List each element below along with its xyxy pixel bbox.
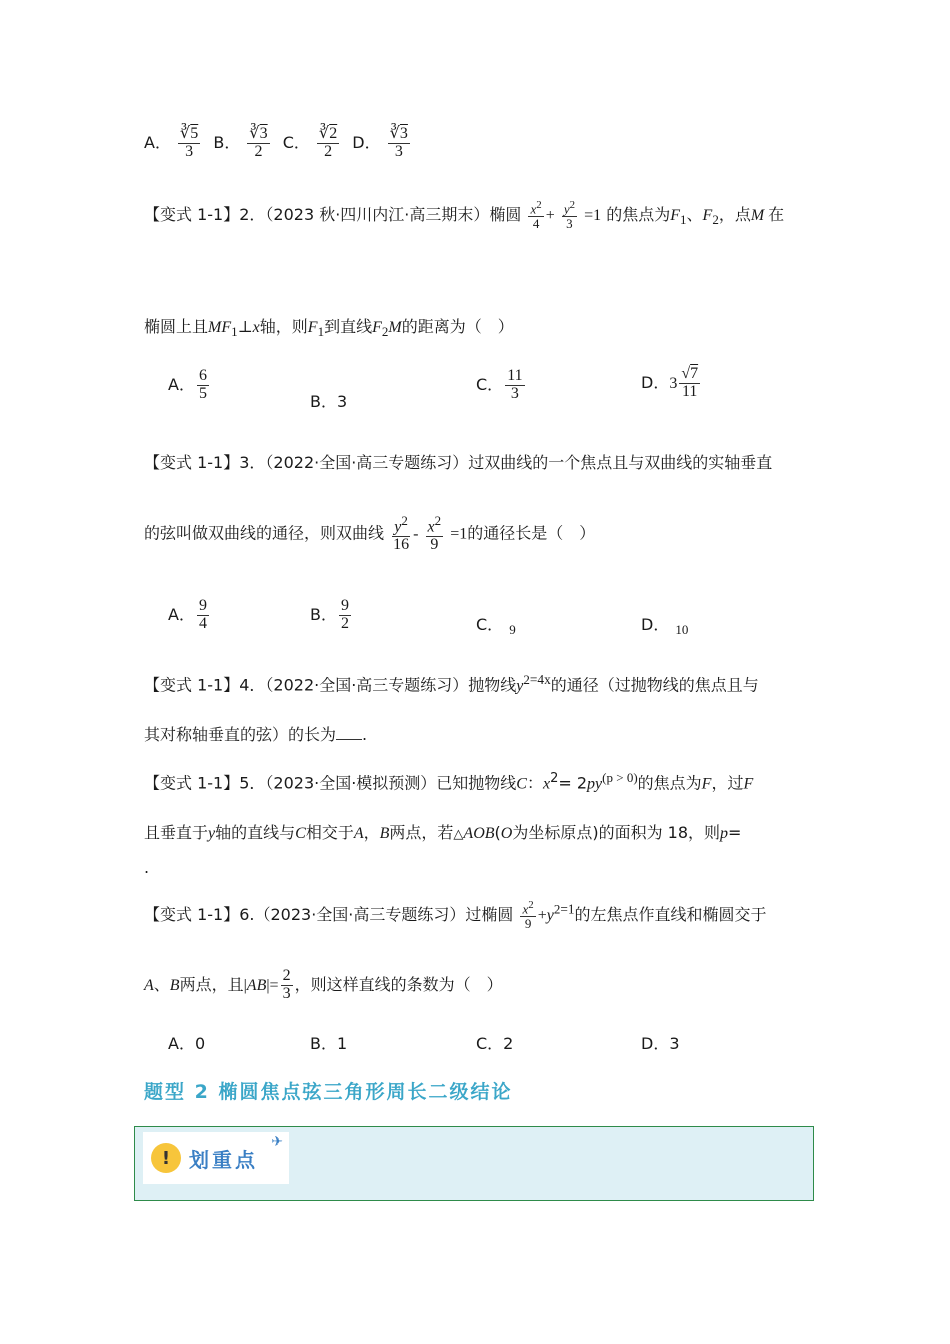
- q6-option-b: B．1: [310, 1034, 348, 1053]
- lightbulb-icon: !: [151, 1143, 181, 1173]
- q2-frac-y: $\frac{y^2}{3}$: [563, 199, 576, 231]
- option-c-fraction: $\frac{∛2}{2}$: [319, 125, 338, 160]
- q2-option-d: D．3 $\frac{√7}{11}$: [641, 365, 699, 400]
- q1-options: [144, 126, 412, 161]
- q2-line1: 【变式 1-1】2．（2023 秋·四川内江·高三期末）椭圆 $\frac{x^2}{4}$ + $\frac{y^2}{3}$ =1 的焦点为$F_1$、$F_2$，点M 在: [144, 199, 785, 231]
- key-point-box: [134, 1126, 814, 1201]
- q4-line2: 其对称轴垂直的弦）的长为 .: [144, 725, 368, 744]
- q3-option-d: D． $_{10}$: [641, 615, 689, 638]
- q6-option-d: D．3: [641, 1034, 680, 1053]
- q6-option-c: C．2: [476, 1034, 514, 1053]
- option-a: A．: [144, 132, 171, 152]
- option-b-fraction: $\frac{∛3}{2}$: [249, 125, 268, 160]
- badge-label: 划重点: [189, 1147, 258, 1172]
- option-d: D．: [352, 132, 381, 152]
- q2-line2: 椭圆上且$MF_1\perp x$轴，则$F_1$到直线$F_2M$的距离为（ ）: [144, 317, 514, 340]
- section-title: 题型 2 椭圆焦点弦三角形周长二级结论: [144, 1081, 513, 1103]
- q6-option-a: A．0: [168, 1034, 206, 1053]
- q3-line2: 的弦叫做双曲线的通径，则双曲线 $\frac{y^2}{16}$ - $\frac{x^2}{9}$ =1的通径长是（ ）: [144, 513, 596, 554]
- answer-blank[interactable]: [336, 725, 362, 740]
- q2-option-a: A． $\frac{6}{5}$: [168, 367, 207, 402]
- q6-frac-x: $\frac{x^2}{9}$: [522, 899, 534, 931]
- q3-line1: 【变式 1-1】3．（2022·全国·高三专题练习）过双曲线的一个焦点且与双曲线的实轴垂直: [144, 453, 773, 472]
- q3-frac-y: $\frac{y^2}{16}$: [393, 513, 410, 554]
- option-a-fraction: $\frac{∛5}{3}$: [180, 125, 199, 160]
- q2-frac-x: $\frac{x^2}{4}$: [530, 199, 542, 231]
- q6-line2: A、B两点，且|AB|= $\frac{2}{3}$ ，则这样直线的条数为（ ）: [144, 967, 503, 1002]
- q2-option-b: B．3: [310, 392, 348, 411]
- q3-option-a: A． $\frac{9}{4}$: [168, 597, 207, 632]
- q3-option-c: C． $_9$: [476, 615, 516, 638]
- q6-line1: 【变式 1-1】6.（2023·全国·高三专题练习）过椭圆 $\frac{x^2}{9}$ $+y^{2=1}$的左焦点作直线和椭圆交于: [144, 899, 767, 931]
- q5-line2: 且垂直于y轴的直线与C相交于A，B两点，若△AOB(O为坐标原点)的面积为 18，则p=: [144, 823, 742, 842]
- option-d-fraction: $\frac{∛3}{3}$: [389, 125, 408, 160]
- option-b: B．: [213, 132, 241, 152]
- paper-plane-icon: ✈: [271, 1134, 283, 1150]
- q4-line1: 【变式 1-1】4．（2022·全国·高三专题练习）抛物线$y^{2=4x}$的通径（过抛物线的焦点且与: [144, 672, 759, 695]
- option-c: C．: [282, 132, 310, 152]
- q3-frac-x: $\frac{x^2}{9}$: [427, 513, 442, 554]
- key-point-badge: [143, 1132, 289, 1184]
- q2-option-c: C． $\frac{11}{3}$: [476, 367, 523, 402]
- q5-line1: 【变式 1-1】5．（2023·全国·模拟预测）已知抛物线C：$x^2= 2py^{(p > 0)}$的焦点为F，过F: [144, 770, 754, 793]
- q5-line3: .: [144, 858, 150, 877]
- q3-option-b: B． $\frac{9}{2}$: [310, 597, 349, 632]
